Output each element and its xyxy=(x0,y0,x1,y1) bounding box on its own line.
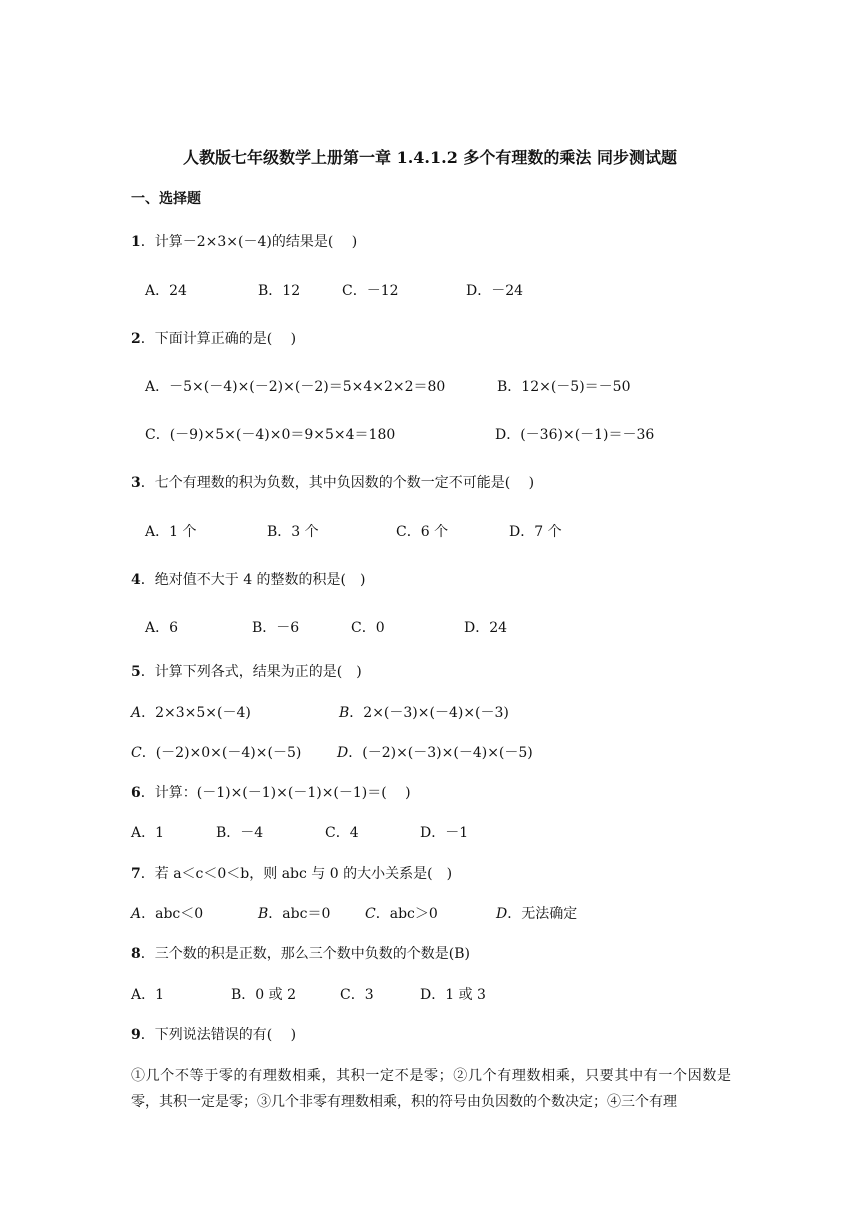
q8-option-d: D．1 或 3 xyxy=(420,987,486,1003)
q3-option-a: A．1 个 xyxy=(145,524,197,540)
option-letter: D xyxy=(496,906,508,922)
q3-option-d: D．7 个 xyxy=(509,524,562,540)
question-number: 2 xyxy=(131,331,141,347)
q5-option-b xyxy=(339,703,509,723)
question-number: 9 xyxy=(131,1027,141,1043)
question-text: ．计算：(－1)×(－1)×(－1)×(－1)＝( ) xyxy=(140,785,411,801)
q7-option-d xyxy=(496,904,577,924)
option-text: ．2×(－3)×(－4)×(－3) xyxy=(349,705,509,721)
q4-option-b: B．－6 xyxy=(252,620,300,636)
q3-option-c: C．6 个 xyxy=(396,524,449,540)
question-6 xyxy=(131,783,411,803)
document-title: 人教版七年级数学上册第一章 1.4.1.2 多个有理数的乘法 同步测试题 xyxy=(183,148,677,167)
q8-option-b: B．0 或 2 xyxy=(231,987,297,1003)
q5-option-d xyxy=(337,743,533,763)
q7-option-b xyxy=(258,904,330,924)
option-letter: A xyxy=(131,705,142,721)
q6-option-b: B．－4 xyxy=(216,825,264,841)
q4-option-a: A．6 xyxy=(145,620,179,636)
question-text: ．七个有理数的积为负数，其中负因数的个数一定不可能是( ) xyxy=(140,475,535,491)
q2-option-c: C．(－9)×5×(－4)×0＝9×5×4＝180 xyxy=(145,427,396,443)
question-7 xyxy=(131,864,452,884)
q9-statements: ①几个不等于零的有理数相乘，其积一定不是零；②几个有理数相乘，只要其中有一个因数是零，其积一定是零；③几个非零有理数相乘，积的符号由负因数的个数决定；④三个有理 xyxy=(131,1068,731,1110)
option-text: ．(－2)×(－3)×(－4)×(－5) xyxy=(348,745,533,761)
q8-option-a: A．1 xyxy=(131,987,165,1003)
q1-option-d: D．－24 xyxy=(466,283,524,299)
option-letter: D xyxy=(337,745,349,761)
question-3 xyxy=(131,473,534,493)
q3-option-b: B．3 个 xyxy=(267,524,319,540)
question-text: ．绝对值不大于 4 的整数的积是( ) xyxy=(140,572,366,588)
q2-option-b: B．12×(－5)＝－50 xyxy=(497,379,631,395)
q8-option-c: C．3 xyxy=(340,987,374,1003)
option-letter: A xyxy=(131,906,142,922)
option-letter: B xyxy=(258,906,269,922)
q6-option-a: A．1 xyxy=(131,825,165,841)
question-number: 7 xyxy=(131,866,141,882)
question-number: 3 xyxy=(131,475,141,491)
q4-option-c: C．0 xyxy=(351,620,385,636)
q7-option-c xyxy=(365,904,438,924)
question-number: 1 xyxy=(131,234,141,250)
q2-option-a: A．－5×(－4)×(－2)×(－2)＝5×4×2×2＝80 xyxy=(145,379,446,395)
q6-option-d: D．－1 xyxy=(420,825,469,841)
question-number: 4 xyxy=(131,572,141,588)
question-number: 6 xyxy=(131,785,141,801)
q1-option-a: A．24 xyxy=(145,283,187,299)
option-text: ．2×3×5×(－4) xyxy=(141,705,251,721)
q5-option-c xyxy=(131,743,301,763)
q6-option-c: C．4 xyxy=(325,825,359,841)
option-letter: C xyxy=(131,745,142,761)
question-text: ．计算下列各式，结果为正的是( ) xyxy=(140,664,362,680)
question-1 xyxy=(131,232,357,252)
question-5 xyxy=(131,662,362,682)
question-9 xyxy=(131,1025,296,1045)
question-text: ．下列说法错误的有( ) xyxy=(140,1027,297,1043)
question-4 xyxy=(131,570,365,590)
question-text: ．下面计算正确的是( ) xyxy=(140,331,297,347)
option-text: ．abc＞0 xyxy=(375,906,438,922)
option-letter: B xyxy=(339,705,350,721)
option-text: ．无法确定 xyxy=(507,906,578,922)
option-letter: C xyxy=(365,906,376,922)
section-heading: 一、选择题 xyxy=(131,191,201,207)
question-text: ．计算－2×3×(－4)的结果是( ) xyxy=(140,234,358,250)
q1-option-b: B．12 xyxy=(258,283,301,299)
question-text: ．三个数的积是正数，那么三个数中负数的个数是(B) xyxy=(140,946,470,962)
question-number: 8 xyxy=(131,946,141,962)
option-text: ．abc＜0 xyxy=(141,906,204,922)
question-text: ．若 a＜c＜0＜b，则 abc 与 0 的大小关系是( ) xyxy=(140,866,453,882)
question-8 xyxy=(131,944,470,964)
q7-option-a xyxy=(131,904,203,924)
option-text: ．abc＝0 xyxy=(268,906,331,922)
q4-option-d: D．24 xyxy=(464,620,508,636)
question-number: 5 xyxy=(131,664,141,680)
q2-option-d: D．(－36)×(－1)＝－36 xyxy=(495,427,655,443)
question-2 xyxy=(131,329,296,349)
q1-option-c: C．－12 xyxy=(342,283,399,299)
q5-option-a xyxy=(131,703,251,723)
option-text: ．(－2)×0×(－4)×(－5) xyxy=(141,745,302,761)
